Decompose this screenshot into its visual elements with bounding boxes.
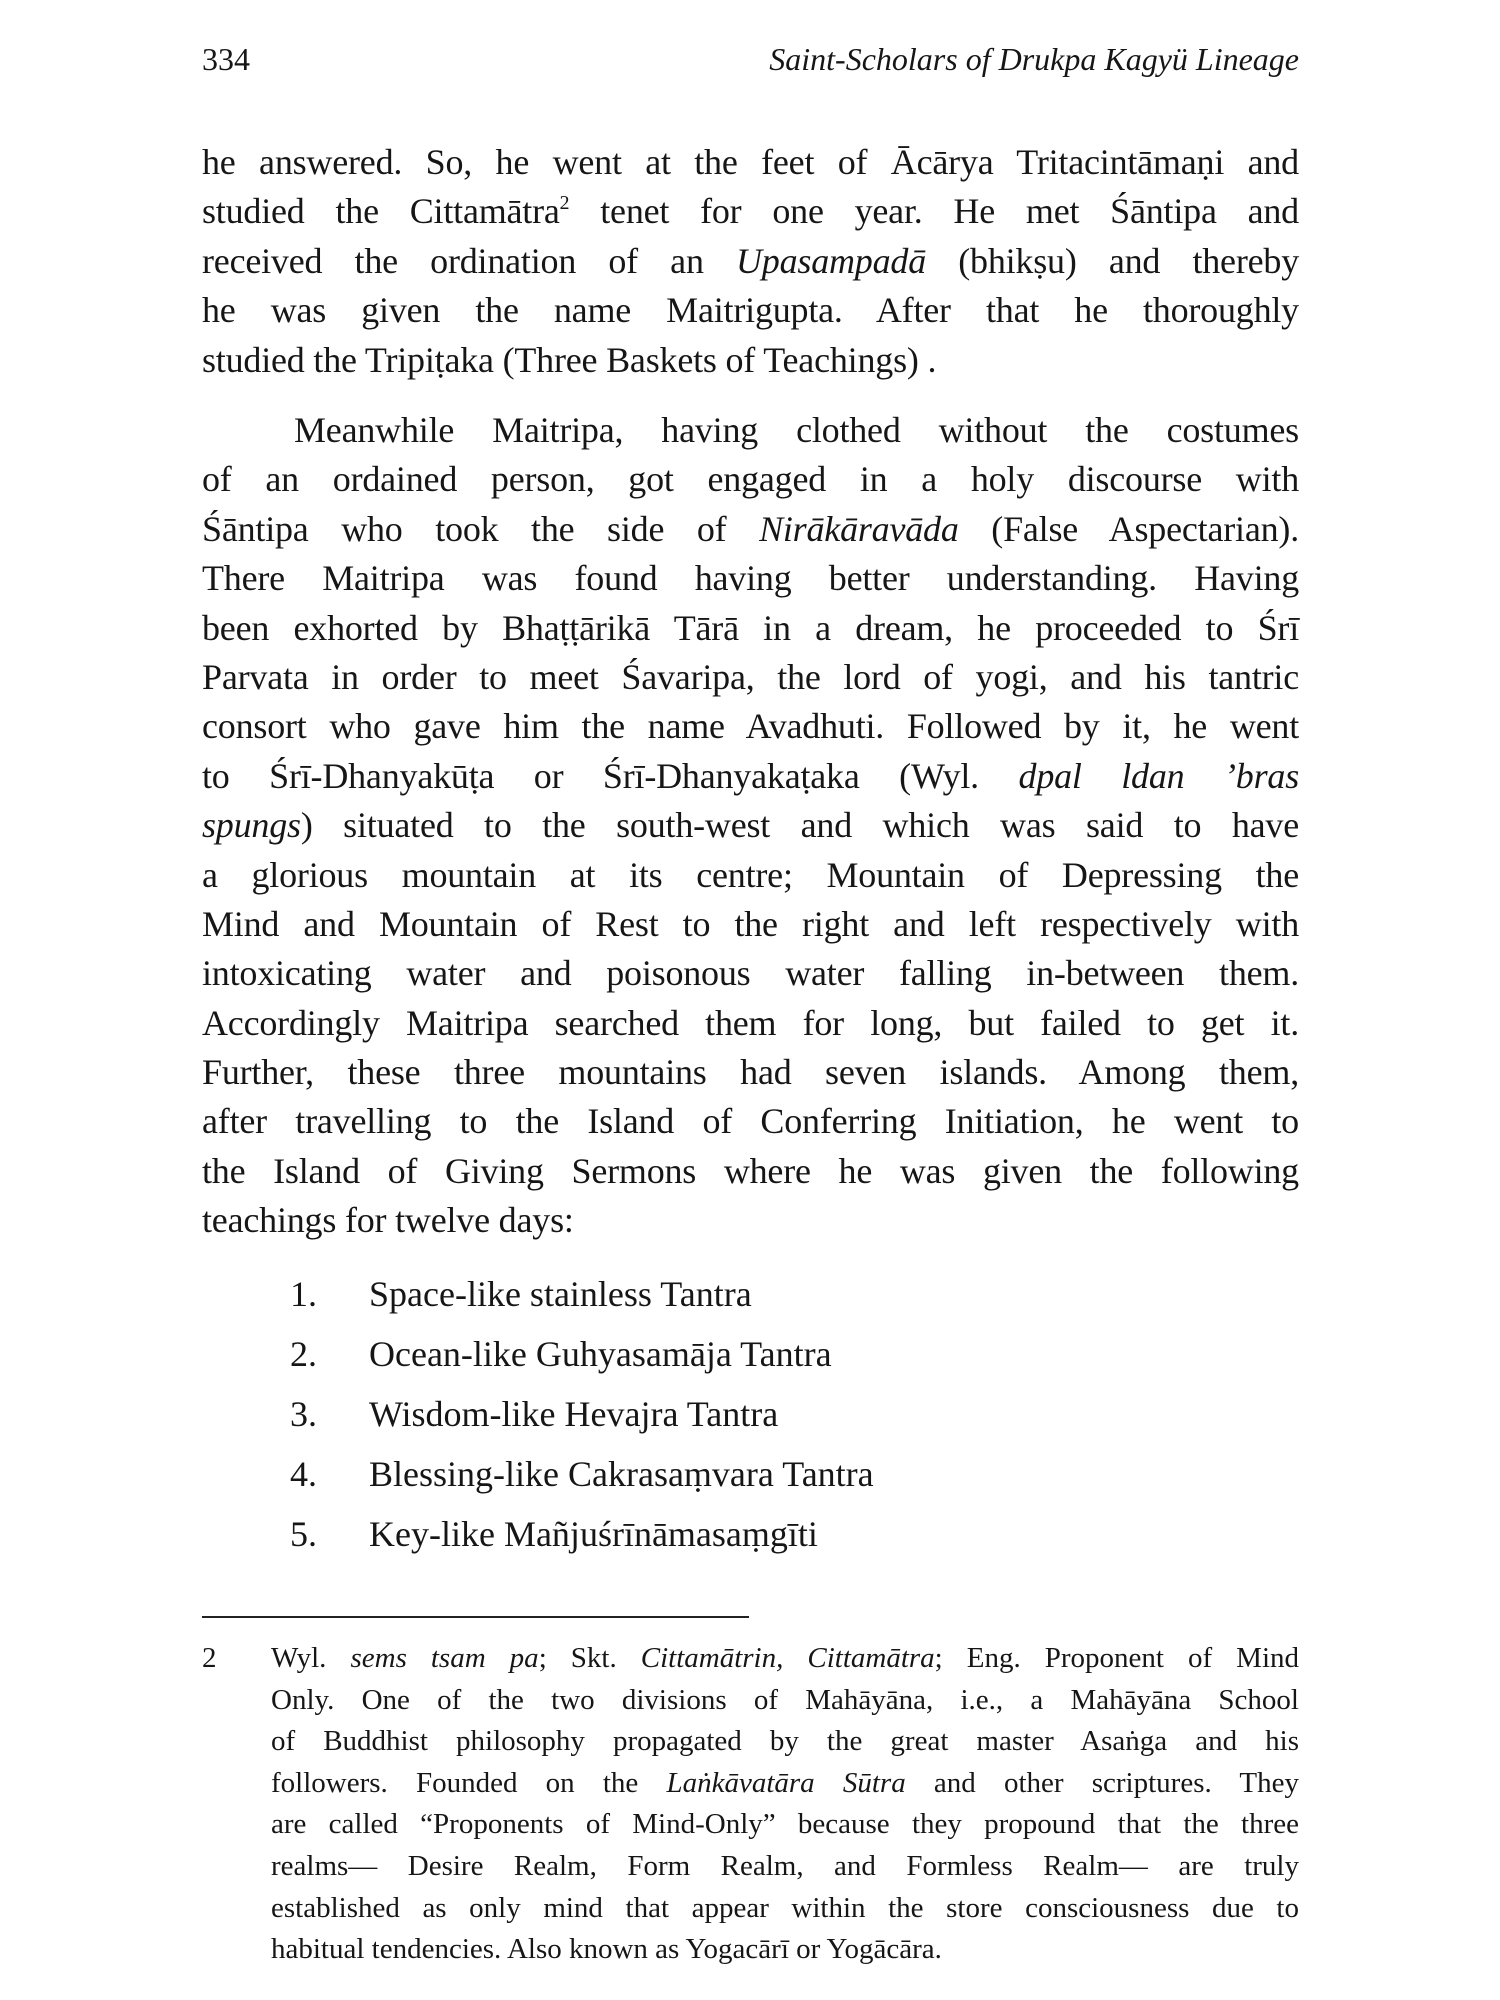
text-run: followers. Founded on the bbox=[271, 1766, 667, 1799]
list-item bbox=[0, 1384, 1500, 1444]
list-item bbox=[0, 1264, 1500, 1324]
text-line bbox=[202, 554, 1299, 603]
text-run: of Buddhist philosophy propagated by the great master Asaṅga and his bbox=[271, 1725, 1299, 1758]
list-number: 5. bbox=[290, 1514, 317, 1554]
text-run: habitual tendencies. Also known as Yogacārī or Yogācāra. bbox=[271, 1933, 942, 1966]
text-run: Parvata in order to meet Śavaripa, the lord of yogi, and his tantric bbox=[202, 656, 1299, 697]
text-line bbox=[202, 406, 1299, 455]
text-line bbox=[271, 1721, 1299, 1763]
text-line bbox=[202, 455, 1299, 504]
text-line bbox=[202, 999, 1299, 1048]
text-line bbox=[202, 505, 1299, 554]
text-run: ; Skt. bbox=[538, 1642, 641, 1674]
text-run: teachings for twelve days: bbox=[202, 1200, 574, 1241]
text-line bbox=[271, 1638, 1299, 1680]
text-line bbox=[202, 900, 1299, 949]
footnote-separator bbox=[202, 1616, 749, 1618]
list-number: 1. bbox=[290, 1274, 317, 1314]
text-line bbox=[202, 286, 1299, 335]
list-number: 3. bbox=[290, 1394, 317, 1434]
text-run: realms— Desire Realm, Form Realm, and Formless Realm— are truly bbox=[271, 1849, 1299, 1882]
text-line bbox=[202, 1196, 1299, 1245]
text-run: Śāntipa who took the side of bbox=[202, 508, 760, 549]
text-run: of an ordained person, got engaged in a holy discourse with bbox=[202, 459, 1299, 500]
text-line bbox=[271, 1804, 1299, 1846]
italic-term: Cittamātrin, Cittamātra bbox=[640, 1642, 935, 1674]
text-line bbox=[271, 1888, 1299, 1930]
list-item bbox=[0, 1324, 1500, 1384]
text-run: received the ordination of an bbox=[202, 240, 736, 281]
list-item bbox=[0, 1504, 1500, 1564]
paragraph-1 bbox=[202, 138, 1299, 385]
list-text: Space-like stainless Tantra bbox=[369, 1274, 752, 1314]
text-run: (False Aspectarian). bbox=[958, 508, 1299, 549]
text-line bbox=[202, 237, 1299, 286]
italic-term: dpal ldan ’bras bbox=[1018, 755, 1300, 796]
text-run: Further, these three mountains had seven islands. Among them, bbox=[202, 1052, 1299, 1093]
text-run: are called “Proponents of Mind-Only” because they propound that the three bbox=[271, 1808, 1299, 1841]
text-run: tenet for one year. He met Śāntipa and bbox=[569, 191, 1299, 232]
footnote-text bbox=[271, 1638, 1299, 1971]
text-run: he answered. So, he went at the feet of Ācārya Tritacintāmaṇi and bbox=[202, 142, 1299, 182]
text-run: to Śrī-Dhanyakūṭa or Śrī-Dhanyakaṭaka (Wyl. bbox=[202, 755, 1019, 796]
page-number: 334 bbox=[202, 41, 250, 77]
text-run: intoxicating water and poisonous water falling in-between them. bbox=[202, 953, 1299, 994]
text-run: been exhorted by Bhaṭṭārikā Tārā in a dream, he proceeded to Śrī bbox=[202, 607, 1299, 648]
footnote-reference: 2 bbox=[559, 192, 570, 215]
running-header bbox=[202, 36, 1299, 82]
text-run: after travelling to the Island of Conferring Initiation, he went to bbox=[202, 1101, 1299, 1142]
text-run: Only. One of the two divisions of Mahāyāna, i.e., a Mahāyāna School bbox=[271, 1683, 1299, 1716]
text-line bbox=[271, 1680, 1299, 1722]
text-line bbox=[202, 138, 1299, 187]
text-run: he was given the name Maitrigupta. After that he thoroughly bbox=[202, 290, 1299, 331]
text-line bbox=[271, 1846, 1299, 1888]
list-number: 2. bbox=[290, 1334, 317, 1374]
text-line bbox=[202, 1147, 1299, 1196]
text-run: a glorious mountain at its centre; Mountain of Depressing the bbox=[202, 854, 1299, 895]
running-title: Saint-Scholars of Drukpa Kagyü Lineage bbox=[769, 41, 1299, 77]
text-run: established as only mind that appear within the store consciousness due to bbox=[271, 1891, 1299, 1924]
text-line bbox=[202, 752, 1299, 801]
list-number: 4. bbox=[290, 1454, 317, 1494]
italic-term: Upasampadā bbox=[735, 240, 926, 281]
text-line bbox=[271, 1763, 1299, 1805]
italic-term: Laṅkāvatāra Sūtra bbox=[666, 1766, 906, 1799]
text-run: consort who gave him the name Avadhuti. Followed by it, he went bbox=[202, 706, 1299, 747]
text-run: Accordingly Maitripa searched them for long, but failed to get it. bbox=[202, 1002, 1299, 1043]
text-line bbox=[202, 653, 1299, 702]
italic-term: sems tsam pa bbox=[350, 1642, 539, 1674]
text-run: studied the Tripiṭaka (Three Baskets of Teachings) . bbox=[202, 339, 937, 380]
text-line bbox=[202, 604, 1299, 653]
text-run: ) situated to the south-west and which was said to have bbox=[300, 805, 1299, 846]
text-line bbox=[202, 336, 1299, 385]
paragraph-2 bbox=[202, 406, 1299, 1246]
text-line bbox=[202, 851, 1299, 900]
text-run: and other scriptures. They bbox=[905, 1766, 1299, 1799]
text-line bbox=[202, 1048, 1299, 1097]
text-run: Mind and Mountain of Rest to the right and left respectively with bbox=[202, 903, 1299, 944]
text-line bbox=[202, 187, 1299, 236]
text-run: ; Eng. Proponent of Mind bbox=[934, 1642, 1299, 1674]
list-text: Key-like Mañjuśrīnāmasaṃgīti bbox=[369, 1514, 818, 1554]
text-run: the Island of Giving Sermons where he was given the following bbox=[202, 1150, 1299, 1191]
text-line bbox=[202, 702, 1299, 751]
text-run: There Maitripa was found having better understanding. Having bbox=[202, 558, 1299, 599]
text-line bbox=[202, 949, 1299, 998]
list-text: Ocean-like Guhyasamāja Tantra bbox=[369, 1334, 832, 1374]
italic-term: Nirākāravāda bbox=[759, 508, 959, 549]
text-line bbox=[271, 1929, 1299, 1971]
footnote-number: 2 bbox=[202, 1642, 217, 1674]
text-run: (bhikṣu) and thereby bbox=[926, 240, 1300, 281]
list-text: Blessing-like Cakrasaṃvara Tantra bbox=[369, 1454, 874, 1494]
text-run: Meanwhile Maitripa, having clothed without the costumes bbox=[294, 410, 1299, 450]
text-run: Wyl. bbox=[271, 1642, 351, 1674]
italic-term: spungs bbox=[202, 805, 301, 846]
list-text: Wisdom-like Hevajra Tantra bbox=[369, 1394, 779, 1434]
list-item bbox=[0, 1444, 1500, 1504]
text-line bbox=[202, 801, 1299, 850]
text-line bbox=[202, 1097, 1299, 1146]
text-run: studied the Cittamātra bbox=[202, 191, 560, 232]
